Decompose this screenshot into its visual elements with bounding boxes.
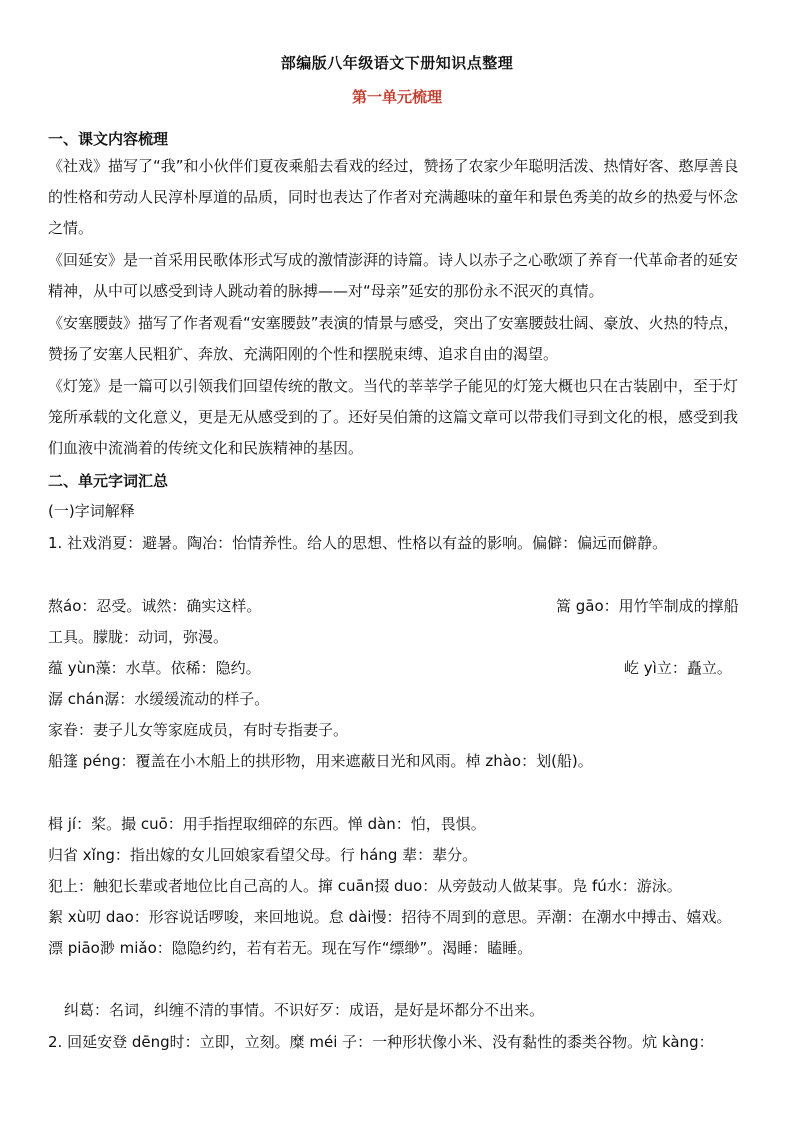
vocab-line: 漂 piāo渺 miǎo：隐隐约约，若有若无。现在写作“缥缈”。渴睡：瞌睡。 bbox=[48, 939, 533, 957]
vocab-line: 潺 chán潺：水缓缓流动的样子。 bbox=[48, 690, 270, 708]
paragraph-ansaiyaogu: 《安塞腰鼓》描写了作者观看“安塞腰鼓”表演的情景与感受，突出了安塞腰鼓壮阔、豪放、火热的特点，赞扬了安塞人民粗犷、奔放、充满阳刚的个性和摆脱束缚、追求自由的渴望。 bbox=[48, 314, 739, 363]
section-heading-content: 一、课文内容梳理 bbox=[48, 130, 169, 148]
vocab-line: 工具。朦胧：动词，弥漫。 bbox=[48, 628, 229, 646]
vocab-line: 家眷：妻子儿女等家庭成员，有时专指妻子。 bbox=[48, 721, 349, 739]
vocab-line-right: 屹 yì立：矗立。 bbox=[624, 659, 732, 677]
vocab-line: 楫 jí：桨。撮 cuō：用手指捏取细碎的东西。惮 dàn：怕，畏惧。 bbox=[48, 815, 486, 833]
document-title: 部编版八年级语文下册知识点整理 bbox=[280, 54, 514, 72]
vocab-line: 熬áo：忍受。诚然：确实这样。 bbox=[48, 597, 262, 615]
vocab-line-right: 篙 gāo：用竹竿制成的撑船 bbox=[556, 597, 739, 615]
vocab-line: 蕴 yùn藻：水草。依稀：隐约。 bbox=[48, 659, 261, 677]
vocab-line: 船篷 péng：覆盖在小木船上的拱形物，用来遮蔽日光和风雨。棹 zhào：划(船)。 bbox=[48, 752, 593, 770]
section-heading-vocab: 二、单元字词汇总 bbox=[48, 472, 169, 490]
vocab-line: 归省 xǐng：指出嫁的女儿回娘家看望父母。行 háng 辈：辈分。 bbox=[48, 846, 478, 864]
vocab-line: 2. 回延安登 dēng时：立即，立刻。糜 méi 子：一种形状像小米、没有黏性的黍类谷物。炕 kàng： bbox=[48, 1033, 714, 1051]
vocab-line: 1. 社戏消夏：避暑。陶冶：怡情养性。给人的思想、性格以有益的影响。偏僻：偏远而僻静。 bbox=[48, 534, 668, 552]
vocab-line: 纠葛：名词，纠缠不清的事情。不识好歹：成语，是好是坏都分不出来。 bbox=[64, 1001, 545, 1019]
subsection-heading: (一)字词解释 bbox=[48, 502, 135, 520]
paragraph-denglong: 《灯笼》是一篇可以引领我们回望传统的散文。当代的莘莘学子能见的灯笼大概也只在古装剧中，至于灯笼所承载的文化意义，更是无从感受到的了。还好吴伯箫的这篇文章可以带我们寻到文化的根，感受到我们血液中流淌着的传统文化和民族精神的基因。 bbox=[48, 377, 739, 457]
paragraph-huiyanan: 《回延安》是一首采用民歌体形式写成的激情澎湃的诗篇。诗人以赤子之心歌颂了养育一代革命者的延安精神，从中可以感受到诗人跳动着的脉搏——对“母亲”延安的那份永不泯灭的真情。 bbox=[48, 251, 739, 300]
paragraph-shexi: 《社戏》描写了“我”和小伙伴们夏夜乘船去看戏的经过，赞扬了农家少年聪明活泼、热情好客、憨厚善良的性格和劳动人民淳朴厚道的品质，同时也表达了作者对充满趣味的童年和景色秀美的故乡的热爱与怀念之情。 bbox=[48, 157, 739, 237]
vocab-line: 絮 xù叨 dao：形容说话啰唆，来回地说。怠 dài慢：招待不周到的意思。弄潮：在潮水中搏击、嬉戏。 bbox=[48, 908, 732, 926]
vocab-line: 犯上：触犯长辈或者地位比自己高的人。撺 cuān掇 duo：从旁鼓动人做某事。凫 fú水：游泳。 bbox=[48, 877, 682, 895]
unit-subtitle: 第一单元梳理 bbox=[351, 88, 442, 106]
